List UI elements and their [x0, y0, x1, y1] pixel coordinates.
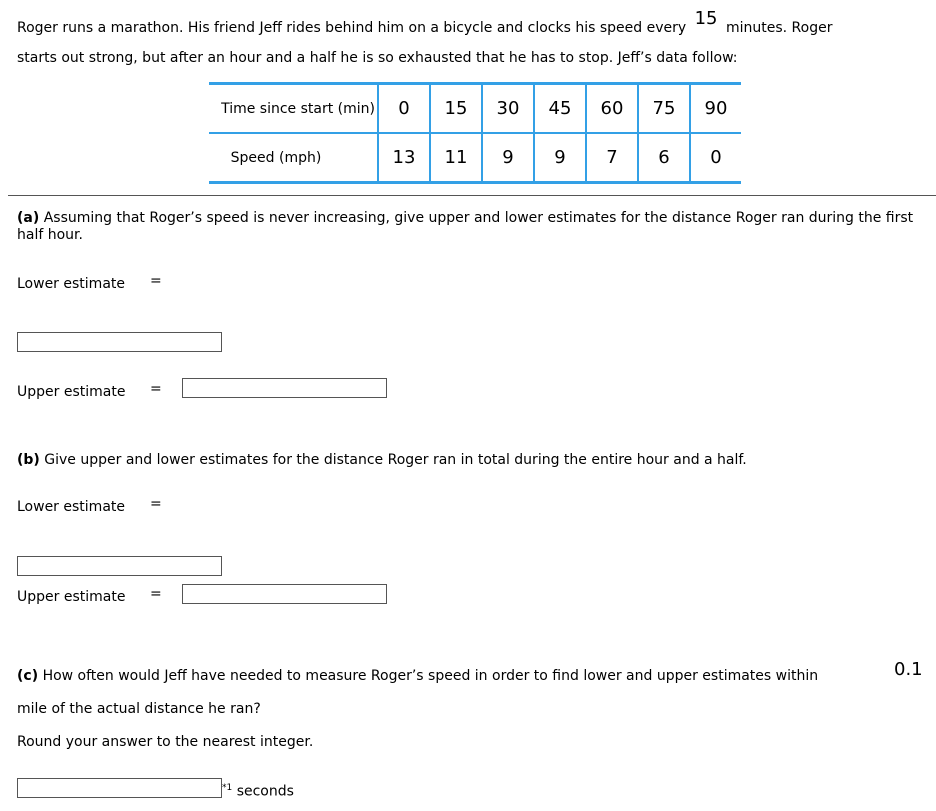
problem-text-line2: starts out strong, but after an hour and a half he is so exhausted that he has to stop. Jeff’s data follow:	[17, 50, 738, 66]
time-cell: 90	[690, 84, 741, 134]
time-cell: 0	[378, 84, 430, 134]
part-b-upper-label: Upper estimate	[17, 589, 126, 605]
part-a-lower-label: Lower estimate	[17, 276, 125, 292]
part-c-label: (c)	[17, 668, 39, 684]
section-divider	[8, 195, 936, 196]
unit-label: seconds	[236, 783, 294, 800]
speed-cell: 13	[378, 133, 430, 183]
part-c-round-note: Round your answer to the nearest integer.	[17, 734, 314, 750]
interval-value: 15	[694, 8, 718, 29]
speed-row-label: Speed (mph)	[209, 133, 378, 183]
speed-cell: 11	[430, 133, 482, 183]
time-row	[209, 84, 741, 134]
time-row-label: Time since start (min)	[209, 84, 378, 134]
part-a-lower-equals: =	[150, 273, 162, 289]
part-c-line2: mile of the actual distance he ran?	[17, 701, 261, 717]
speed-cell: 6	[638, 133, 690, 183]
unit-marker: *1	[222, 783, 233, 793]
speed-cell: 9	[482, 133, 534, 183]
time-cell: 60	[586, 84, 638, 134]
part-a-label: (a)	[17, 210, 40, 226]
part-a-lower-input[interactable]	[17, 332, 222, 352]
speed-cell: 9	[534, 133, 586, 183]
time-cell: 45	[534, 84, 586, 134]
speed-cell: 7	[586, 133, 638, 183]
part-b-question	[17, 452, 747, 468]
problem-text-line1-post: minutes. Roger	[725, 20, 833, 36]
part-b-label: (b)	[17, 452, 40, 468]
part-c-tolerance: 0.1	[894, 659, 923, 680]
part-c-text: How often would Jeff have needed to measure Roger’s speed in order to find lower and upper estimates within	[42, 668, 819, 684]
speed-data-table	[209, 82, 741, 184]
speed-cell: 0	[690, 133, 741, 183]
part-b-upper-input[interactable]	[182, 584, 387, 604]
time-cell: 75	[638, 84, 690, 134]
part-c-answer-input[interactable]	[17, 778, 222, 798]
part-a-question	[17, 210, 927, 244]
part-c-question	[17, 668, 818, 684]
time-cell: 15	[430, 84, 482, 134]
part-b-text: Give upper and lower estimates for the distance Roger ran in total during the entire hour and a half.	[44, 452, 747, 468]
speed-row	[209, 133, 741, 183]
part-b-lower-equals: =	[150, 496, 162, 512]
problem-text-line1	[17, 8, 833, 37]
part-a-text: Assuming that Roger’s speed is never increasing, give upper and lower estimates for the distance Roger ran during the first half hour.	[17, 210, 914, 243]
part-b-lower-label: Lower estimate	[17, 499, 125, 515]
part-c-unit	[222, 783, 294, 800]
part-a-upper-label: Upper estimate	[17, 384, 126, 400]
part-a-upper-input[interactable]	[182, 378, 387, 398]
problem-text-line1-pre: Roger runs a marathon. His friend Jeff rides behind him on a bicycle and clocks his speed every	[17, 20, 687, 36]
part-a-upper-equals: =	[150, 381, 162, 397]
part-b-lower-input[interactable]	[17, 556, 222, 576]
part-b-upper-equals: =	[150, 586, 162, 602]
time-cell: 30	[482, 84, 534, 134]
